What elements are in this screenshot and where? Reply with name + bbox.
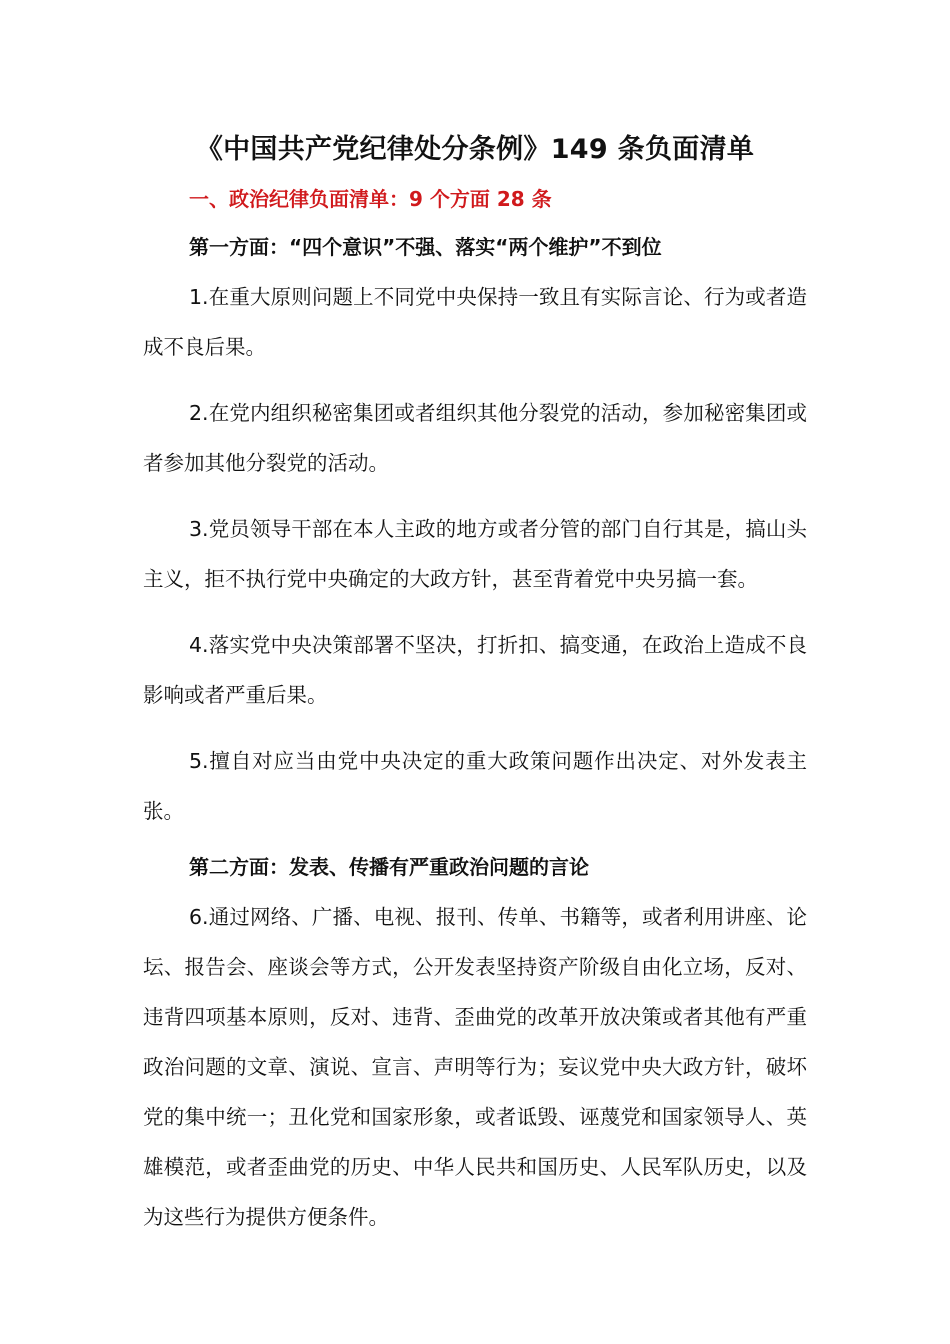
document-title: 《中国共产党纪律处分条例》149 条负面清单 <box>195 134 755 165</box>
list-item: 5.擅自对应当由党中央决定的重大政策问题作出决定、对外发表主张。 <box>143 749 807 823</box>
list-item: 6.通过网络、广播、电视、报刊、传单、书籍等，或者利用讲座、论坛、报告会、座谈会等方式，公开发表坚持资产阶级自由化立场，反对、违背四项基本原则，反对、违背、歪曲党的改革开放决策或者其他有严重政治问题的文章、演说、宣言、声明等行为；妄议党中央大政方针，破坏党的集中统一；丑化党和国家形象，或者诋毁、诬蔑党和国家领导人、英雄模范，或者歪曲党的历史、中华人民共和国历史、人民军队历史，以及为这些行为提供方便条件。 <box>143 905 807 1229</box>
aspect-heading-1: 第一方面：“四个意识”不强、落实“两个维护”不到位 <box>189 235 662 259</box>
section-heading-political-discipline: 一、政治纪律负面清单：9 个方面 28 条 <box>189 187 552 211</box>
document-body <box>143 128 807 1242</box>
aspect-heading-2: 第二方面：发表、传播有严重政治问题的言论 <box>189 855 589 879</box>
list-item: 1.在重大原则问题上不同党中央保持一致且有实际言论、行为或者造成不良后果。 <box>143 285 807 359</box>
list-item: 2.在党内组织秘密集团或者组织其他分裂党的活动，参加秘密集团或者参加其他分裂党的活动。 <box>143 401 807 475</box>
list-item: 4.落实党中央决策部署不坚决，打折扣、搞变通，在政治上造成不良影响或者严重后果。 <box>143 633 807 707</box>
list-item: 3.党员领导干部在本人主政的地方或者分管的部门自行其是，搞山头主义，拒不执行党中央确定的大政方针，甚至背着党中央另搞一套。 <box>143 517 807 591</box>
